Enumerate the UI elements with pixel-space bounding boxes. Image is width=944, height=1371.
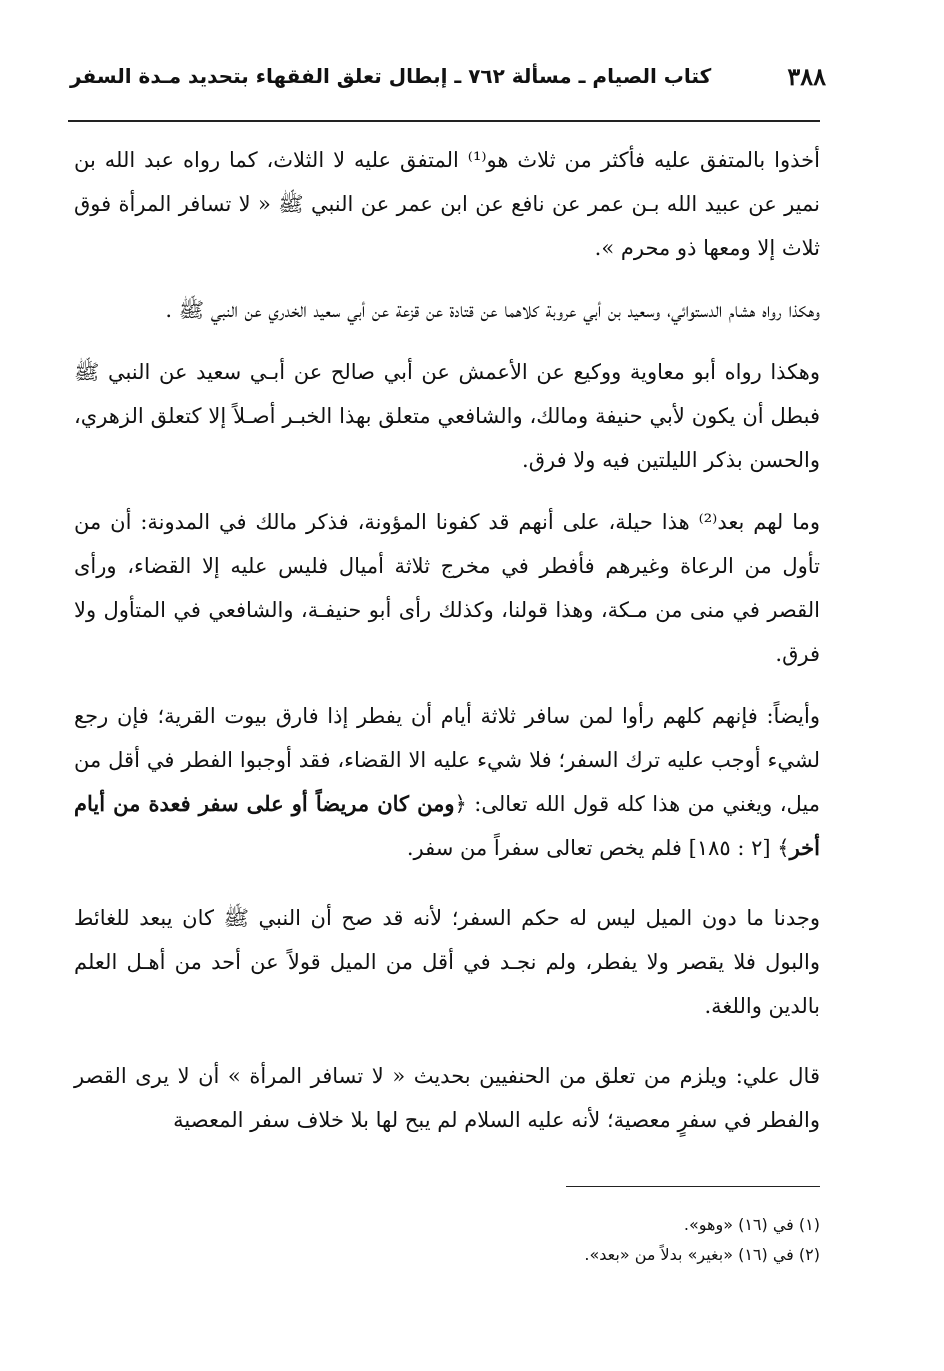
paragraph: وجدنا ما دون الميل ليس له حكم السفر؛ لأنه قد صح أن النبي ﷺ كان يبعد للغائط والبول فلا يقصر ولا يفطر، ولم نجـد في أقل من الميل قولاً عن أحد من أهـل العلم بالدين واللغة. xyxy=(74,906,820,1018)
paragraph-text: ﴾ [٢ : ١٨٥] فلم يخص تعالى سفراً من سفر. xyxy=(406,836,790,860)
paragraph: أخذوا بالمتفق عليه فأكثر من ثلاث هو⁽¹⁾ المتفق عليه لا الثلاث، كما رواه عبد الله بن نمير عن عبيد الله بـن عمر عن نافع عن ابن عمر عن النبي ﷺ « لا تسافر المرأة فوق ثلاث إلا ومعها ذو محرم ». xyxy=(74,148,820,260)
footnote-divider xyxy=(566,1186,820,1187)
paragraph: وهكذا رواه أبو معاوية ووكيع عن الأعمش عن أبي صالح عن أبـي سعيد عن النبي ﷺ فبطل أن يكون لأبي حنيفة ومالك، والشافعي متعلق بهذا الخبـر أصـلاً إلا كتعلق الزهري، والحسن بذكر الليلتين فيه ولا فرق. xyxy=(74,360,820,472)
quran-verse: ومن كان مريضاً أو على سفر فعدة من أيام أخر xyxy=(74,791,820,860)
page-header xyxy=(70,62,826,102)
footnotes xyxy=(220,1210,820,1270)
paragraph: وهكذا رواه هشام الدستوائي، وسعيد بن أبي عروبة كلاهما عن قتادة عن قزعة عن أبي سعيد الخدري عن النبي ﷺ . xyxy=(165,298,820,322)
footnote: (٢) في (١٦) «بغير» بدلاً من «بعد». xyxy=(584,1245,820,1264)
paragraph xyxy=(74,694,820,870)
footnote: (١) في (١٦) «وهو». xyxy=(683,1215,820,1234)
page-number: ٣٨٨ xyxy=(787,62,826,91)
running-title: كتاب الصيام ـ مسألة ٧٦٢ ـ إبطال تعلق الفقهاء بتحديد مـدة السفر xyxy=(70,64,712,88)
paragraph: قال علي: ويلزم من تعلق من الحنفيين بحديث « لا تسافر المرأة » أن لا يرى القصر والفطر في سفرٍ معصية؛ لأنه عليه السلام لم يبح لها بلا خلاف سفر المعصية xyxy=(74,1064,820,1132)
main-text xyxy=(74,138,820,1160)
header-divider xyxy=(68,120,820,122)
paragraph-text: وأيضاً: فإنهم كلهم رأوا لمن سافر ثلاثة أيام أن يفطر إذا فارق بيوت القرية؛ فإن رجع لشيء أوجب عليه ترك السفر؛ فلا شيء عليه الا القضاء، فقد أوجبوا الفطر في أقل من ميل، ويغني من هذا كله قول الله تعالى: ﴿ xyxy=(74,704,820,816)
paragraph: وما لهم بعد⁽²⁾ هذا حيلة، على أنهم قد كفونا المؤونة، فذكر مالك في المدونة: أن من تأول من الرعاة وغيرهم فأفطر في مخرج ثلاثة أميال فليس عليه إلا القضاء، ورأى القصر في منى من مـكة، وهذا قولنا، وكذلك رأى أبو حنيفـة، والشافعي في المتأول ولا فرق. xyxy=(74,510,820,666)
